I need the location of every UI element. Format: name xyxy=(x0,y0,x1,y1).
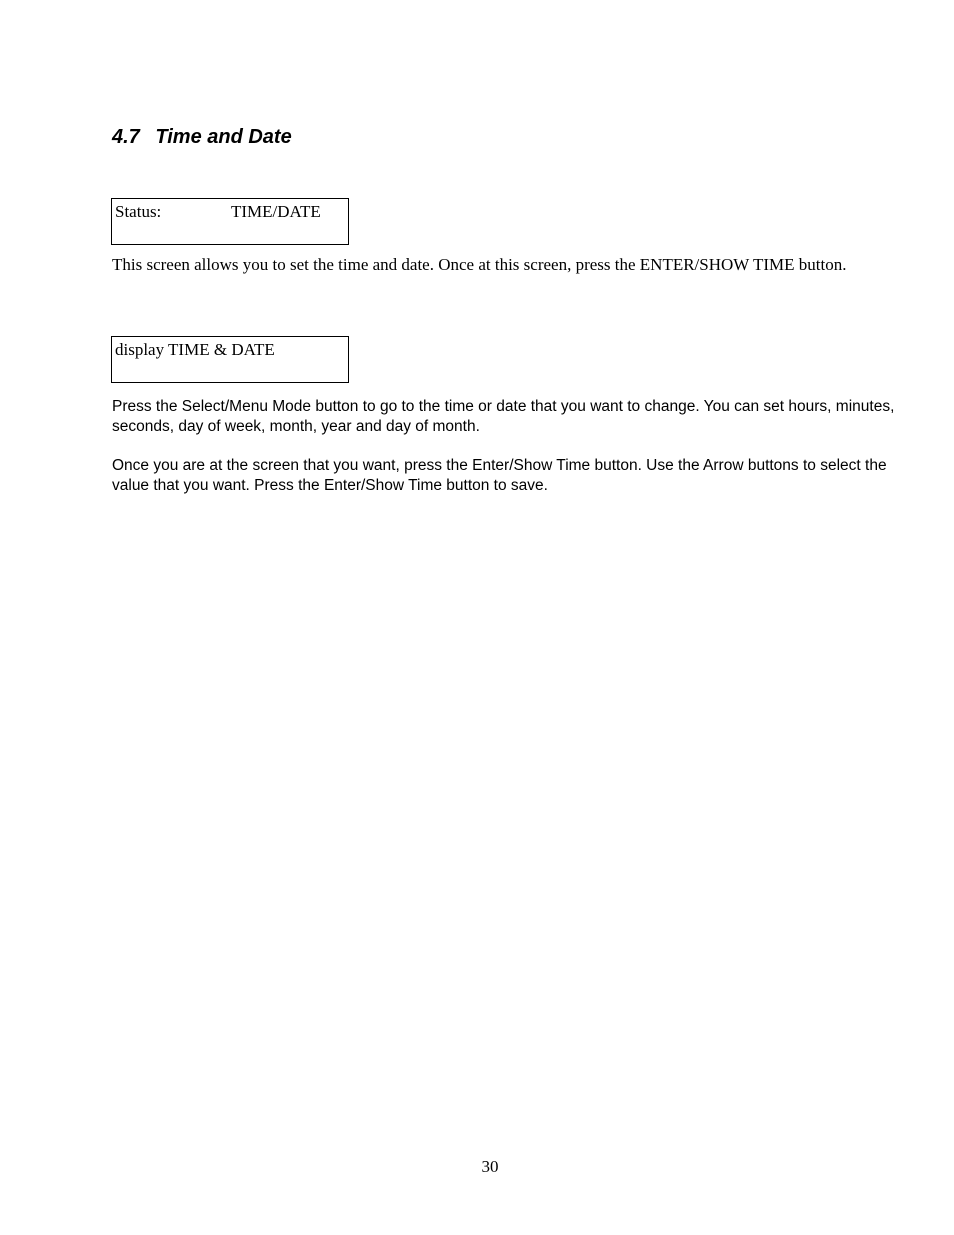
section-number: 4.7 xyxy=(112,126,140,148)
save-instructions-paragraph: Once you are at the screen that you want, press the Enter/Show Time button. Use the Arrow buttons to select the value that you want. Press the Enter/Show Time button to save. xyxy=(112,457,887,494)
lcd-display-screen xyxy=(111,336,349,383)
lcd-display-text: display TIME & DATE xyxy=(115,340,275,359)
intro-paragraph: This screen allows you to set the time and date. Once at this screen, press the ENTER/SHOW TIME button. xyxy=(112,255,847,274)
select-instructions-paragraph: Press the Select/Menu Mode button to go to the time or date that you want to change. You can set hours, minutes, seconds, day of week, month, year and day of month. xyxy=(112,398,895,435)
lcd-status-label: Status: xyxy=(115,202,162,221)
lcd-status-value: TIME/DATE xyxy=(231,202,321,221)
section-title: Time and Date xyxy=(155,126,292,148)
section-heading xyxy=(112,126,292,149)
page-number: 30 xyxy=(481,1157,499,1176)
lcd-status-screen xyxy=(111,198,349,245)
